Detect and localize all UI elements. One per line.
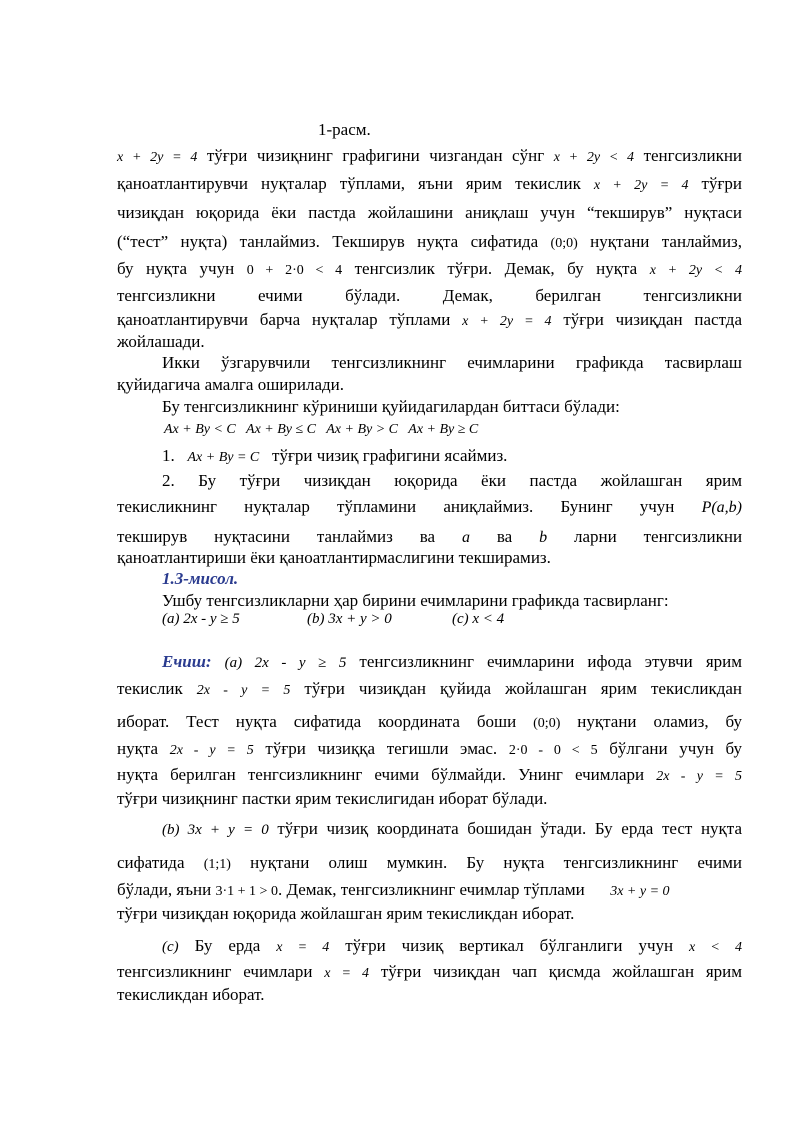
math-eq: 2x - y = 5 (656, 769, 743, 784)
p1-line5 (117, 257, 742, 282)
math-ineq: (a) 2x - y ≥ 5 (224, 655, 347, 671)
text: тўғри чизиқдан қуйида жойлашган ярим текисликдан (304, 679, 743, 698)
math-eq: x + 2y = 4 (462, 314, 552, 329)
sol-a-line5 (117, 763, 742, 788)
sol-a-line3 (117, 710, 742, 735)
math-eq: x = 4 (324, 966, 370, 981)
text: тўғри чизиқ координата бошидан ўтади. Бу ерда тест нуқта (277, 819, 742, 838)
text: нуқта (117, 739, 159, 758)
math-calc: 3·1 + 1 > 0 (215, 884, 278, 899)
math-ineq: x < 4 (689, 940, 743, 955)
sol-b-line4: тўғри чизиқдан юқорида жойлашган ярим текисликдан иборат. (117, 904, 575, 923)
solution-label: Ечиш: (162, 652, 212, 671)
sol-a-line1 (162, 650, 742, 675)
p1-line1 (117, 144, 742, 169)
math-ineq: x + 2y < 4 (649, 263, 742, 278)
math-point: (0;0) (550, 236, 578, 251)
math-var-a: a (461, 529, 470, 546)
p3-forms (164, 416, 744, 441)
text: нуқтани оламиз, бу (577, 712, 742, 731)
p2-line1: Икки ўзгарувчили тенгсизликнинг ечимларини графикда тасвирлаш (162, 353, 742, 372)
text: нуқтани олиш мумкин. Бу нуқта тенгсизликнинг ечими (250, 853, 742, 872)
text: нуқтани танлаймиз, (590, 232, 743, 251)
sol-c-line3: текисликдан иборат. (117, 985, 265, 1004)
sol-a-line6: тўғри чизиқнинг пастки ярим текислигидан иборат бўлади. (117, 789, 548, 808)
math-eq: (b) 3x + y = 0 (162, 822, 269, 838)
step2-line1: 2. Бу тўғри чизиқдан юқорида ёки пастда жойлашган ярим (162, 471, 742, 490)
text: тўғри чизиқдан чап қисмда жойлашган ярим (380, 962, 743, 981)
math-eq: x + 2y = 4 (593, 178, 689, 193)
math-calc: 2·0 - 0 < 5 (508, 743, 598, 758)
sol-a-line2 (117, 677, 742, 702)
text: Бу ерда (194, 936, 261, 955)
p1-line3 (117, 201, 742, 224)
step-number: 1. (162, 446, 175, 465)
math-eq: 2x - y = 5 (196, 683, 291, 698)
math-forms: Ax + By < C Ax + By ≤ C Ax + By > C Ax + By ≥ C (164, 422, 479, 437)
text: сифатида (117, 853, 185, 872)
math-point: P(a,b) (701, 499, 743, 516)
text: бу нуқта учун (117, 259, 235, 278)
sol-b-line2 (117, 851, 742, 876)
p1-line4 (117, 230, 742, 255)
sol-a-line4 (117, 737, 742, 762)
math-point: (0;0) (533, 716, 561, 731)
text: бўлгани учун бу (609, 739, 743, 758)
text: тўғри чизиқнинг графигини чизгандан сўнг (206, 146, 545, 165)
text: тўғри чизиқ графигини ясаймиз. (272, 446, 508, 465)
text: тенгсизликнинг ечимлари (117, 962, 313, 981)
text: ларни тенгсизликни (574, 527, 743, 546)
math-ineq: x + 2y < 4 (553, 150, 635, 165)
text: текширув нуқтасини танлаймиз ва (117, 527, 436, 546)
p1-line2 (117, 172, 742, 197)
text: тенгсизлик тўғри. Демак, бу нуқта (354, 259, 638, 278)
text: тўғри чизиқ вертикал бўлганлиги учун (345, 936, 674, 955)
math-var-b: b (539, 529, 548, 546)
p3-line1: Бу тенгсизликнинг кўриниши қуйидагилардан биттаси бўлади: (162, 397, 620, 416)
math-point: (1;1) (203, 857, 231, 872)
step2-line2 (117, 495, 742, 519)
example-b: (b) 3x + y > 0 (307, 611, 392, 627)
text: тенгсизликни ечими бўлади. Демак, берилган тенгсизликни (117, 286, 742, 305)
text: . Демак, тенгсизликнинг ечимлар тўплами (277, 880, 585, 899)
text: тенгсизликни (643, 146, 743, 165)
math-eq: Ax + By = C (187, 450, 260, 465)
sol-c-line2 (117, 960, 742, 985)
math-eq: 2x - y = 5 (169, 743, 254, 758)
text: чизиқдан юқорида ёки пастда жойлашини аниқлаш учун “текширув” нуқтаси (117, 203, 742, 222)
example-task: Ушбу тенгсизликларни ҳар бирини ечимларини графикда тасвирланг: (162, 591, 669, 610)
text: қаноатлантирувчи нуқталар тўплами, яъни ярим текислик (117, 174, 581, 193)
text: тўғри (701, 174, 743, 193)
sol-b-line1 (162, 817, 742, 842)
sol-b-line3 (117, 878, 742, 903)
text: тенгсизликнинг ечимларини ифода этувчи ярим (359, 652, 742, 671)
step2-line4: қаноатлантириши ёки қаноатлантирмаслигини текширамиз. (117, 548, 551, 567)
text: текислик (117, 679, 183, 698)
math-label: (c) (162, 939, 179, 955)
step1-line (162, 444, 742, 469)
text: тўғри чизиққа тегишли эмас. (265, 739, 498, 758)
text: бўлади, яъни (117, 880, 212, 899)
sol-c-line1 (162, 934, 742, 959)
example-a: (a) 2x - y ≥ 5 (162, 611, 240, 627)
text: иборат. Тест нуқта сифатида координата боши (117, 712, 517, 731)
math-eq: x + 2y = 4 (117, 150, 198, 165)
text: (“тест” нуқта) танлаймиз. Текширув нуқта сифатида (117, 232, 539, 251)
example-title: 1.3-мисол. (162, 569, 239, 588)
text: тўғри чизиқдан пастда (563, 310, 742, 329)
text: нуқта берилган тенгсизликнинг ечими бўлмайди. Унинг ечимлари (117, 765, 645, 784)
text: текисликнинг нуқталар тўпламини аниқлаймиз. Бунинг учун (117, 497, 675, 516)
math-calc: 0 + 2·0 < 4 (246, 263, 343, 278)
text: қаноатлантирувчи барча нуқталар тўплами (117, 310, 451, 329)
example-c: (c) x < 4 (452, 611, 505, 627)
math-eq: 3x + y = 0 (610, 884, 670, 899)
text: ва (496, 527, 513, 546)
p2-line2: қуйидагича амалга оширилади. (117, 375, 345, 394)
p1-line8: жойлашади. (117, 332, 205, 351)
p1-line6 (117, 284, 742, 307)
figure-caption: 1-расм. (318, 120, 371, 139)
math-eq: x = 4 (276, 940, 330, 955)
